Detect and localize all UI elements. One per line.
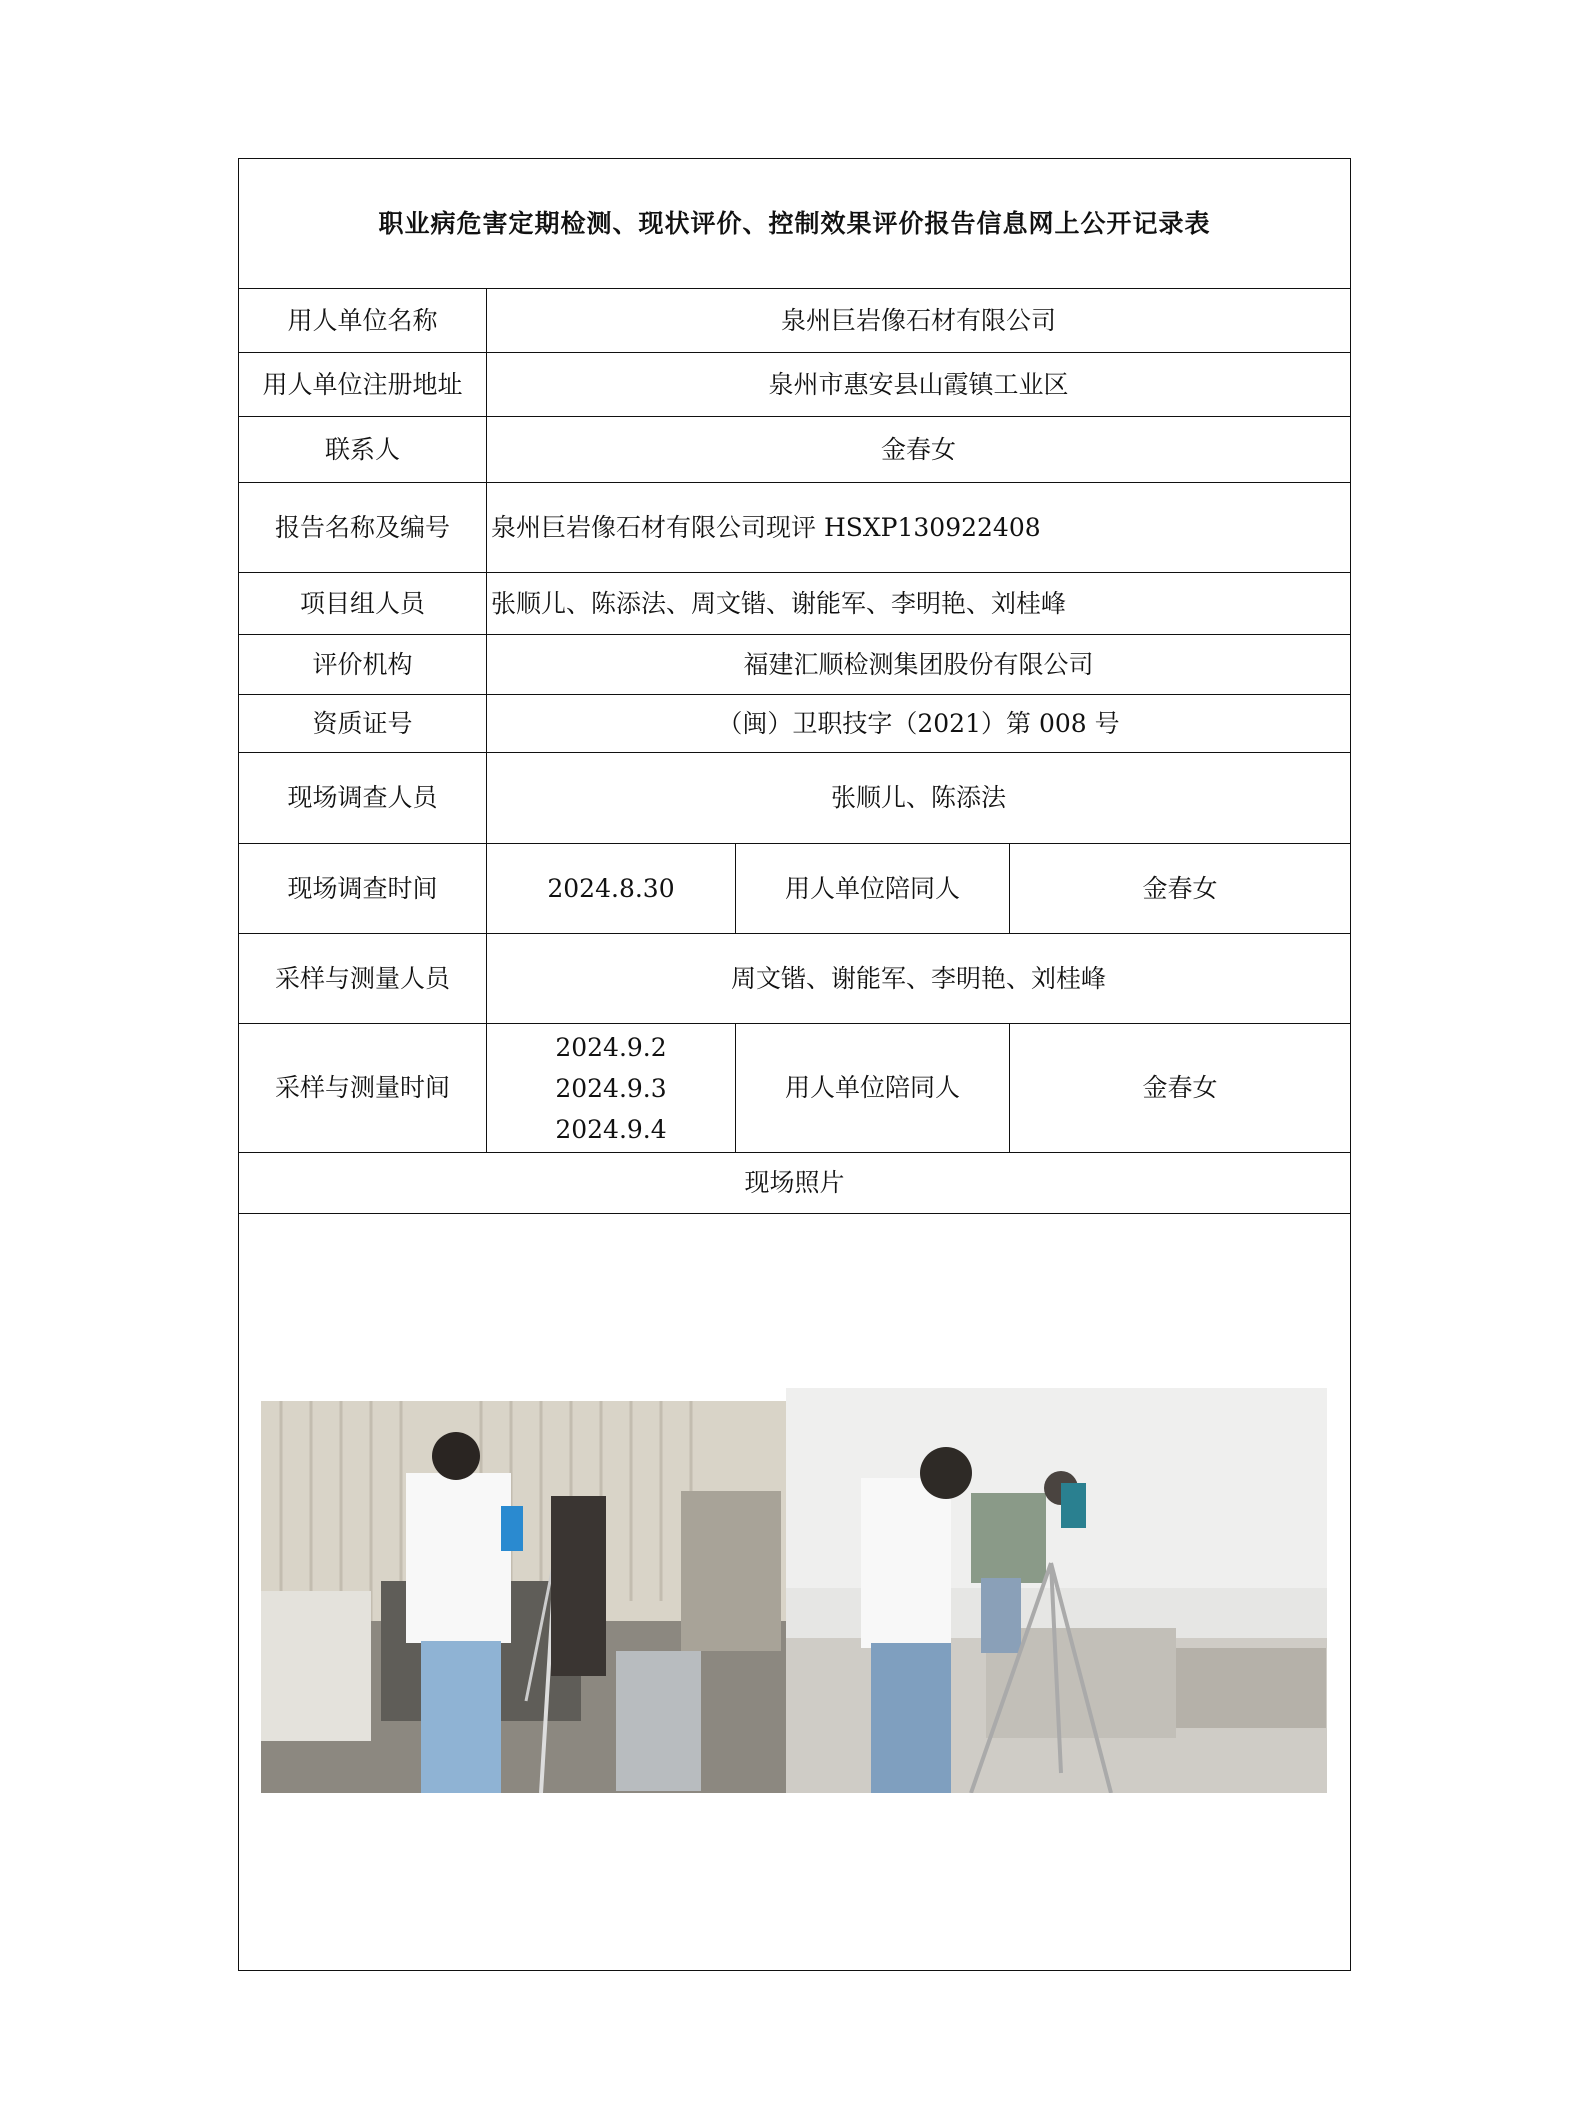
label-evaluator: 评价机构 — [239, 635, 487, 695]
row-photos — [239, 1214, 1351, 1971]
sampling-date: 2024.9.3 — [555, 1073, 667, 1103]
value-project-team: 张顺儿、陈添法、周文锴、谢能军、李明艳、刘桂峰 — [487, 573, 1351, 635]
value-sampling-staff: 周文锴、谢能军、李明艳、刘桂峰 — [487, 934, 1351, 1024]
value-qualification: （闽）卫职技字（2021）第 008 号 — [487, 695, 1351, 753]
sampling-date: 2024.9.2 — [555, 1032, 667, 1062]
value-sampling-companion: 金春女 — [1010, 1024, 1351, 1153]
row-employer-name — [239, 289, 1351, 353]
sampling-date: 2024.9.4 — [555, 1114, 667, 1144]
photos-cell — [239, 1214, 1351, 1971]
site-photo-2 — [786, 1388, 1327, 1793]
row-project-team — [239, 573, 1351, 635]
value-evaluator: 福建汇顺检测集团股份有限公司 — [487, 635, 1351, 695]
label-report: 报告名称及编号 — [239, 483, 487, 573]
label-employer-address: 用人单位注册地址 — [239, 353, 487, 417]
record-table — [238, 158, 1351, 1971]
row-qualification — [239, 695, 1351, 753]
document-title: 职业病危害定期检测、现状评价、控制效果评价报告信息网上公开记录表 — [239, 159, 1351, 289]
row-employer-address — [239, 353, 1351, 417]
label-survey-time: 现场调查时间 — [239, 844, 487, 934]
row-survey-time — [239, 844, 1351, 934]
title-row — [239, 159, 1351, 289]
value-employer-name: 泉州巨岩像石材有限公司 — [487, 289, 1351, 353]
label-project-team: 项目组人员 — [239, 573, 487, 635]
value-survey-companion: 金春女 — [1010, 844, 1351, 934]
value-report: 泉州巨岩像石材有限公司现评 HSXP130922408 — [487, 483, 1351, 573]
row-report — [239, 483, 1351, 573]
label-survey-companion: 用人单位陪同人 — [736, 844, 1010, 934]
label-qualification: 资质证号 — [239, 695, 487, 753]
label-sampling-staff: 采样与测量人员 — [239, 934, 487, 1024]
row-evaluator — [239, 635, 1351, 695]
value-employer-address: 泉州市惠安县山霞镇工业区 — [487, 353, 1351, 417]
value-survey-time: 2024.8.30 — [487, 844, 736, 934]
value-sampling-dates — [487, 1024, 736, 1153]
site-photo-1 — [261, 1401, 787, 1793]
label-survey-staff: 现场调查人员 — [239, 753, 487, 844]
label-photos: 现场照片 — [239, 1153, 1351, 1214]
site-photo-1-image — [261, 1401, 787, 1793]
row-sampling-time — [239, 1024, 1351, 1153]
row-contact — [239, 417, 1351, 483]
value-contact: 金春女 — [487, 417, 1351, 483]
site-photo-2-image — [786, 1388, 1327, 1793]
label-contact: 联系人 — [239, 417, 487, 483]
row-sampling-staff — [239, 934, 1351, 1024]
row-photos-header — [239, 1153, 1351, 1214]
label-sampling-companion: 用人单位陪同人 — [736, 1024, 1010, 1153]
label-employer-name: 用人单位名称 — [239, 289, 487, 353]
label-sampling-time: 采样与测量时间 — [239, 1024, 487, 1153]
row-survey-staff — [239, 753, 1351, 844]
value-survey-staff: 张顺儿、陈添法 — [487, 753, 1351, 844]
